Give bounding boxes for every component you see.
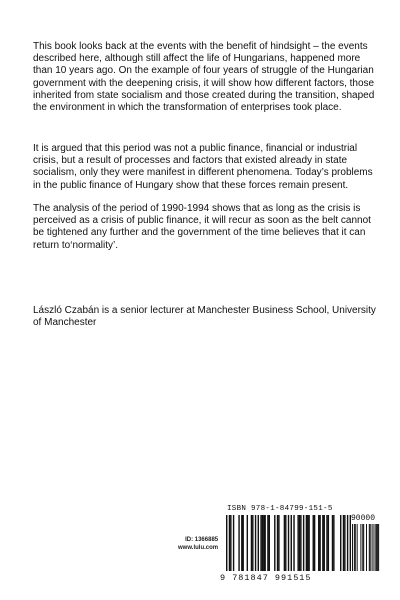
barcode-bar bbox=[233, 515, 234, 571]
barcode-bar bbox=[344, 515, 345, 571]
barcode-bar bbox=[332, 515, 333, 571]
price-addon-barcode bbox=[352, 524, 380, 571]
barcode-bar bbox=[229, 515, 230, 571]
barcode-bar bbox=[347, 515, 348, 571]
barcode-bar bbox=[355, 524, 356, 571]
publisher-id bbox=[178, 536, 218, 552]
barcode-bar bbox=[328, 515, 329, 571]
barcode-bar bbox=[378, 524, 379, 571]
barcode-bar bbox=[238, 515, 239, 571]
barcode-bar bbox=[299, 515, 300, 571]
barcode-bar bbox=[350, 515, 351, 571]
barcode-bar bbox=[318, 515, 319, 571]
isbn-barcode bbox=[226, 515, 351, 571]
barcode-bar bbox=[274, 515, 275, 571]
barcode-bar bbox=[313, 515, 314, 571]
barcode-bar bbox=[357, 524, 358, 571]
barcode-bar bbox=[352, 524, 353, 571]
barcode-bar bbox=[324, 515, 325, 571]
barcode-bar bbox=[241, 515, 242, 571]
barcode-bar bbox=[375, 524, 376, 571]
barcode-bar bbox=[362, 524, 363, 571]
author-bio: László Czabán is a senior lecturer at Manchester Business School, University of Manchester bbox=[33, 305, 376, 329]
barcode-bar bbox=[307, 515, 308, 571]
barcode-bar bbox=[284, 515, 285, 571]
barcode-bar bbox=[376, 524, 377, 571]
barcode-bar bbox=[333, 515, 334, 571]
barcode-bar bbox=[230, 515, 231, 571]
barcode-bar bbox=[377, 524, 378, 571]
barcode-bar bbox=[326, 515, 327, 571]
barcode-bar bbox=[247, 515, 248, 571]
blurb-paragraph-1: This book looks back at the events with the benefit of hindsight – the events described here, although still affect the life of Hungarians, happened more than 10 years ago. On the example of four years of struggle of the Hungarian government with the deepening crisis, it will show how different factors, those inherited from state socialism and those created during the transition, shaped the environment in which the transformation of enterprises took place. bbox=[33, 41, 375, 114]
barcode-bar bbox=[340, 515, 341, 571]
barcode-bar bbox=[258, 515, 259, 571]
barcode-bar bbox=[306, 515, 307, 571]
barcode-bar bbox=[278, 515, 279, 571]
barcode-bar bbox=[263, 515, 264, 571]
barcode-bar bbox=[288, 515, 289, 571]
barcode-bar bbox=[319, 515, 320, 571]
blurb-paragraph-3: The analysis of the period of 1990-1994 shows that as long as the crisis is perceived as a crisis of public finance, it will recur as soon as the belt cannot be tightened any further and the government of the time believes that it can return to‘normality’. bbox=[33, 203, 371, 251]
barcode-bar bbox=[252, 515, 253, 571]
isbn-label: ISBN 978-1-84799-151-5 bbox=[227, 505, 333, 513]
barcode-bar bbox=[264, 515, 265, 571]
barcode-bar bbox=[360, 524, 361, 571]
barcode-bar bbox=[370, 524, 371, 571]
barcode-bar bbox=[267, 515, 268, 571]
barcode-bar bbox=[322, 515, 323, 571]
barcode-bar bbox=[260, 515, 261, 571]
barcode-bar bbox=[314, 515, 315, 571]
barcode-bar bbox=[366, 524, 367, 571]
barcode-bar bbox=[369, 524, 370, 571]
barcode-bar bbox=[285, 515, 286, 571]
blurb-paragraph-2: It is argued that this period was not a public finance, financial or industrial crisis, but a result of processes and factors that existed already in state socialism, only they were manifest in different phenomena. Today’s problems in the public finance of Hungary show that these forces remain present. bbox=[33, 143, 373, 191]
barcode-bar bbox=[354, 524, 355, 571]
barcode-bar bbox=[372, 524, 373, 571]
barcode-bar bbox=[300, 515, 301, 571]
barcode-bar bbox=[255, 515, 256, 571]
publisher-url: www.lulu.com bbox=[178, 545, 219, 551]
barcode-bar bbox=[269, 515, 270, 571]
barcode-bar bbox=[308, 515, 309, 571]
barcode-bar bbox=[373, 524, 374, 571]
barcode-bar bbox=[343, 515, 344, 571]
barcode-bar bbox=[291, 515, 292, 571]
barcode-bar bbox=[363, 524, 364, 571]
barcode-bar bbox=[242, 515, 243, 571]
barcode-addon-digits: 90000 bbox=[351, 514, 376, 523]
barcode-bar bbox=[303, 515, 304, 571]
publisher-id-number: ID: 1366885 bbox=[185, 537, 219, 543]
barcode-bar bbox=[226, 515, 227, 571]
barcode-bar bbox=[293, 515, 294, 571]
barcode-bar bbox=[262, 515, 263, 571]
barcode-digits: 9 781847 991515 bbox=[220, 573, 312, 583]
barcode-bar bbox=[277, 515, 278, 571]
barcode-bar bbox=[251, 515, 252, 571]
barcode-bar bbox=[297, 515, 298, 571]
